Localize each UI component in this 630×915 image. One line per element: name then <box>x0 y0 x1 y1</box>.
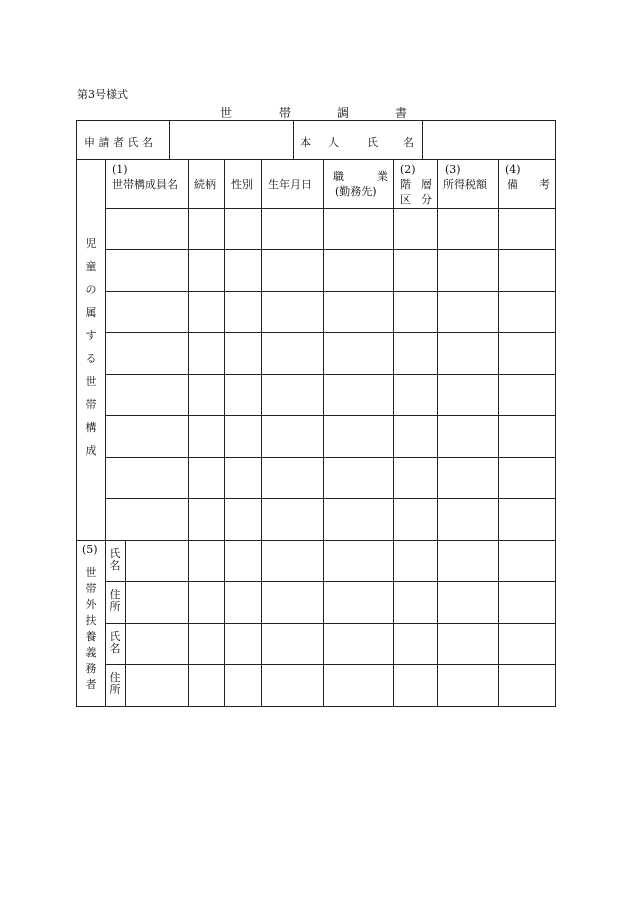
col1-number: (1) <box>112 163 128 176</box>
person-label-char: 人 <box>328 136 339 149</box>
remarks-header-char: 考 <box>539 178 550 191</box>
tier-header-char: 区 <box>400 193 411 206</box>
household-sex-cell[interactable] <box>225 458 261 498</box>
applicant-table <box>76 120 556 160</box>
household-tier-cell[interactable] <box>394 209 437 249</box>
household-occupation-cell[interactable] <box>324 375 393 415</box>
title-char: 調 <box>337 106 350 120</box>
household-remarks-cell[interactable] <box>499 416 555 456</box>
supporter-address-field[interactable] <box>126 665 555 705</box>
supporter-address-field[interactable] <box>126 582 555 622</box>
household-sex-cell[interactable] <box>225 250 261 290</box>
household-relation-cell[interactable] <box>189 209 224 249</box>
household-occupation-cell[interactable] <box>324 250 393 290</box>
household-income-tax-cell[interactable] <box>438 499 498 539</box>
household-income-tax-cell[interactable] <box>438 250 498 290</box>
household-relation-cell[interactable] <box>189 375 224 415</box>
supporter-number: (5) <box>82 543 98 556</box>
household-tier-cell[interactable] <box>394 292 437 332</box>
household-remarks-cell[interactable] <box>499 499 555 539</box>
tier-header-char: 分 <box>421 193 432 206</box>
title-char: 世 <box>220 106 233 120</box>
title-char: 書 <box>395 106 408 120</box>
workplace-header: (勤務先) <box>335 185 377 198</box>
col4-number: (4) <box>505 163 521 176</box>
household-relation-cell[interactable] <box>189 416 224 456</box>
supporter-address-label: 住 所 <box>109 671 121 696</box>
household-birth-cell[interactable] <box>262 292 323 332</box>
supporter-name-label: 氏 名 <box>109 630 121 655</box>
household-sex-cell[interactable] <box>225 416 261 456</box>
applicant-name-label: 申 請 者 氏 名 <box>84 136 153 149</box>
household-sex-cell[interactable] <box>225 375 261 415</box>
household-member-name-header: 世帯構成員名 <box>112 178 178 191</box>
household-relation-cell[interactable] <box>189 333 224 373</box>
household-section-label: 児 童 の 属 す る 世 帯 構 成 <box>85 237 97 457</box>
household-name-cell[interactable] <box>106 416 188 456</box>
household-name-cell[interactable] <box>106 499 188 539</box>
household-sex-cell[interactable] <box>225 209 261 249</box>
divider <box>293 121 294 159</box>
supporter-name-label: 氏 名 <box>109 547 121 572</box>
household-occupation-cell[interactable] <box>324 209 393 249</box>
household-occupation-cell[interactable] <box>324 458 393 498</box>
household-occupation-cell[interactable] <box>324 499 393 539</box>
household-birth-cell[interactable] <box>262 375 323 415</box>
household-birth-cell[interactable] <box>262 250 323 290</box>
household-tier-cell[interactable] <box>394 250 437 290</box>
applicant-name-field[interactable] <box>170 121 293 159</box>
household-table <box>76 160 556 707</box>
household-occupation-cell[interactable] <box>324 416 393 456</box>
supporter-name-field[interactable] <box>126 624 555 664</box>
household-relation-cell[interactable] <box>189 250 224 290</box>
household-name-cell[interactable] <box>106 209 188 249</box>
household-income-tax-cell[interactable] <box>438 333 498 373</box>
col2-number: (2) <box>400 163 416 176</box>
occupation-header-char: 職 <box>333 170 344 183</box>
household-income-tax-cell[interactable] <box>438 209 498 249</box>
relation-header: 続柄 <box>194 178 216 191</box>
tier-header-char: 層 <box>421 178 432 191</box>
household-occupation-cell[interactable] <box>324 292 393 332</box>
household-birth-cell[interactable] <box>262 209 323 249</box>
household-income-tax-cell[interactable] <box>438 375 498 415</box>
household-birth-cell[interactable] <box>262 499 323 539</box>
occupation-header-char: 業 <box>377 170 388 183</box>
person-label-char: 名 <box>403 136 414 149</box>
household-sex-cell[interactable] <box>225 292 261 332</box>
household-name-cell[interactable] <box>106 333 188 373</box>
supporter-address-label: 住 所 <box>109 588 121 613</box>
household-remarks-cell[interactable] <box>499 209 555 249</box>
household-tier-cell[interactable] <box>394 458 437 498</box>
birthdate-header: 生年月日 <box>268 178 312 191</box>
household-remarks-cell[interactable] <box>499 333 555 373</box>
household-sex-cell[interactable] <box>225 333 261 373</box>
supporter-name-field[interactable] <box>126 541 555 581</box>
household-birth-cell[interactable] <box>262 416 323 456</box>
household-tier-cell[interactable] <box>394 499 437 539</box>
household-name-cell[interactable] <box>106 375 188 415</box>
household-name-cell[interactable] <box>106 458 188 498</box>
household-sex-cell[interactable] <box>225 499 261 539</box>
household-birth-cell[interactable] <box>262 458 323 498</box>
household-remarks-cell[interactable] <box>499 292 555 332</box>
person-name-field[interactable] <box>423 121 555 159</box>
household-tier-cell[interactable] <box>394 333 437 373</box>
household-relation-cell[interactable] <box>189 499 224 539</box>
household-tier-cell[interactable] <box>394 416 437 456</box>
sex-header: 性別 <box>231 178 253 191</box>
household-tier-cell[interactable] <box>394 375 437 415</box>
income-tax-header: 所得税額 <box>443 178 487 191</box>
household-income-tax-cell[interactable] <box>438 292 498 332</box>
household-remarks-cell[interactable] <box>499 250 555 290</box>
title-char: 帯 <box>279 106 292 120</box>
household-income-tax-cell[interactable] <box>438 416 498 456</box>
household-income-tax-cell[interactable] <box>438 458 498 498</box>
household-remarks-cell[interactable] <box>499 375 555 415</box>
household-name-cell[interactable] <box>106 292 188 332</box>
remarks-header-char: 備 <box>507 178 518 191</box>
col3-number: (3) <box>445 163 461 176</box>
tier-header-char: 階 <box>400 178 411 191</box>
household-occupation-cell[interactable] <box>324 333 393 373</box>
form-number: 第3号様式 <box>77 88 128 101</box>
household-name-cell[interactable] <box>106 250 188 290</box>
household-relation-cell[interactable] <box>189 292 224 332</box>
person-label-char: 氏 <box>367 136 378 149</box>
supporter-section-label: 世 帯 外 扶 養 義 務 者 <box>85 566 97 691</box>
household-remarks-cell[interactable] <box>499 458 555 498</box>
household-relation-cell[interactable] <box>189 458 224 498</box>
household-birth-cell[interactable] <box>262 333 323 373</box>
person-label-char: 本 <box>300 136 311 149</box>
